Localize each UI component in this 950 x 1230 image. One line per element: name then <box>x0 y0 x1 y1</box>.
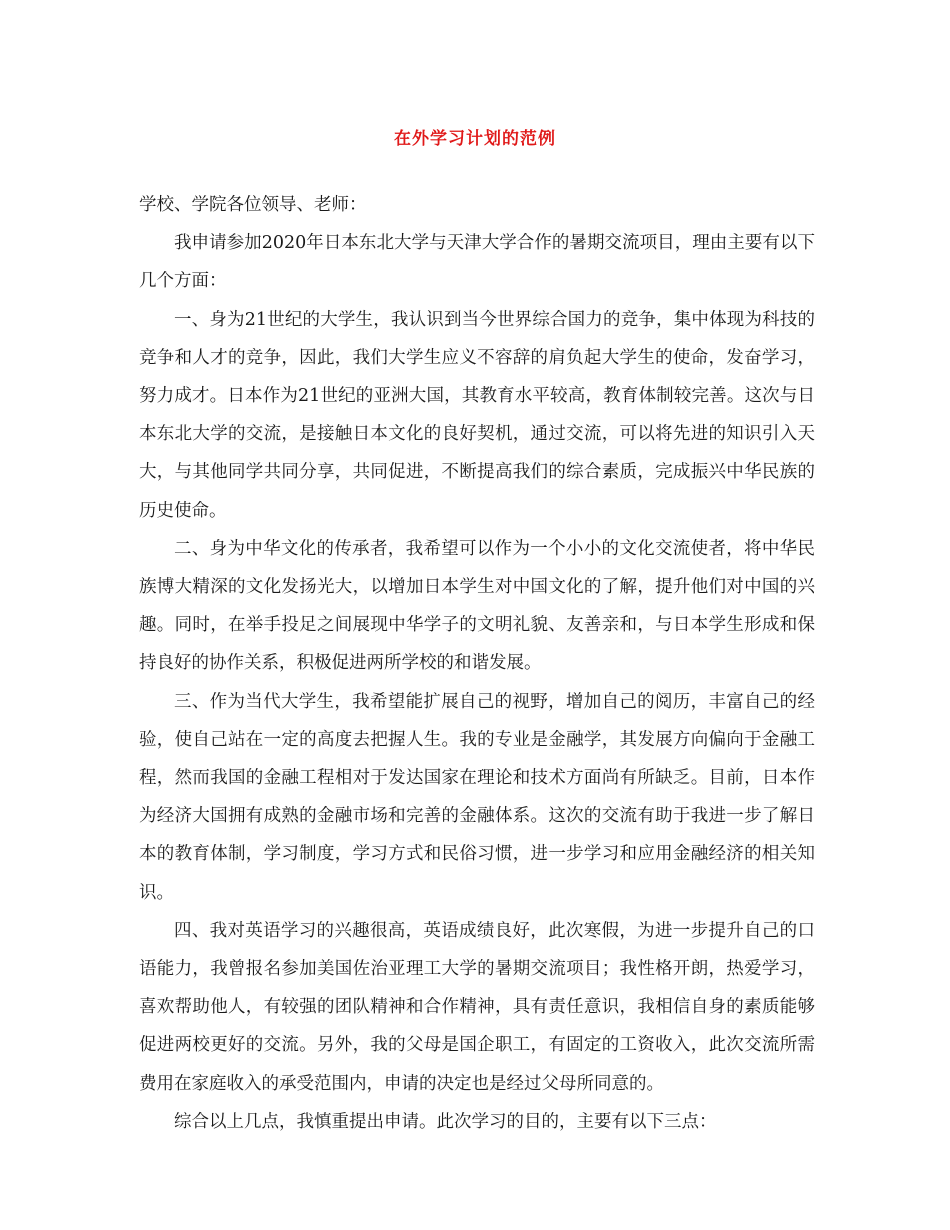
document-title: 在外学习计划的范例 <box>394 129 556 149</box>
document-body <box>139 186 815 1141</box>
paragraph-reason-4: 四、我对英语学习的兴趣很高，英语成绩良好，此次寒假，为进一步提升自己的口语能力，我曾报名参加美国佐治亚理工大学的暑期交流项目；我性格开朗，热爱学习，喜欢帮助他人，有较强的团队精神和合作精神，具有责任意识，我相信自身的素质能够促进两校更好的交流。另外，我的父母是国企职工，有固定的工资收入，此次交流所需费用在家庭收入的承受范围内，申请的决定也是经过父母所同意的。 <box>139 920 815 1094</box>
paragraph-conclusion: 综合以上几点，我慎重提出申请。此次学习的目的，主要有以下三点： <box>174 1111 717 1132</box>
paragraph-reason-1: 一、身为21世纪的大学生，我认识到当今世界综合国力的竞争，集中体现为科技的竞争和人才的竞争，因此，我们大学生应义不容辞的肩负起大学生的使命，发奋学习，努力成才。日本作为21世纪的亚洲大国，其教育水平较高，教育体制较完善。这次与日本东北大学的交流，是接触日本文化的良好契机，通过交流，可以将先进的知识引入天大，与其他同学共同分享，共同促进，不断提高我们的综合素质，完成振兴中华民族的历史使命。 <box>139 309 815 521</box>
salutation: 学校、学院各位领导、老师： <box>139 195 367 215</box>
paragraph-reason-3: 三、作为当代大学生，我希望能扩展自己的视野，增加自己的阅历，丰富自己的经验，使自己站在一定的高度去把握人生。我的专业是金融学，其发展方向偏向于金融工程，然而我国的金融工程相对于发达国家在理论和技术方面尚有所缺乏。目前，日本作为经济大国拥有成熟的金融市场和完善的金融体系。这次的交流有助于我进一步了解日本的教育体制，学习制度，学习方式和民俗习惯，进一步学习和应用金融经济的相关知识。 <box>139 691 815 903</box>
paragraph-intro: 我申请参加2020年日本东北大学与天津大学合作的暑期交流项目，理由主要有以下几个方面： <box>139 233 815 292</box>
paragraph-reason-2: 二、身为中华文化的传承者，我希望可以作为一个小小的文化交流使者，将中华民族博大精深的文化发扬光大，以增加日本学生对中国文化的了解，提升他们对中国的兴趣。同时，在举手投足之间展现中华学子的文明礼貌、友善亲和，与日本学生形成和保持良好的协作关系，积极促进两所学校的和谐发展。 <box>139 538 815 674</box>
